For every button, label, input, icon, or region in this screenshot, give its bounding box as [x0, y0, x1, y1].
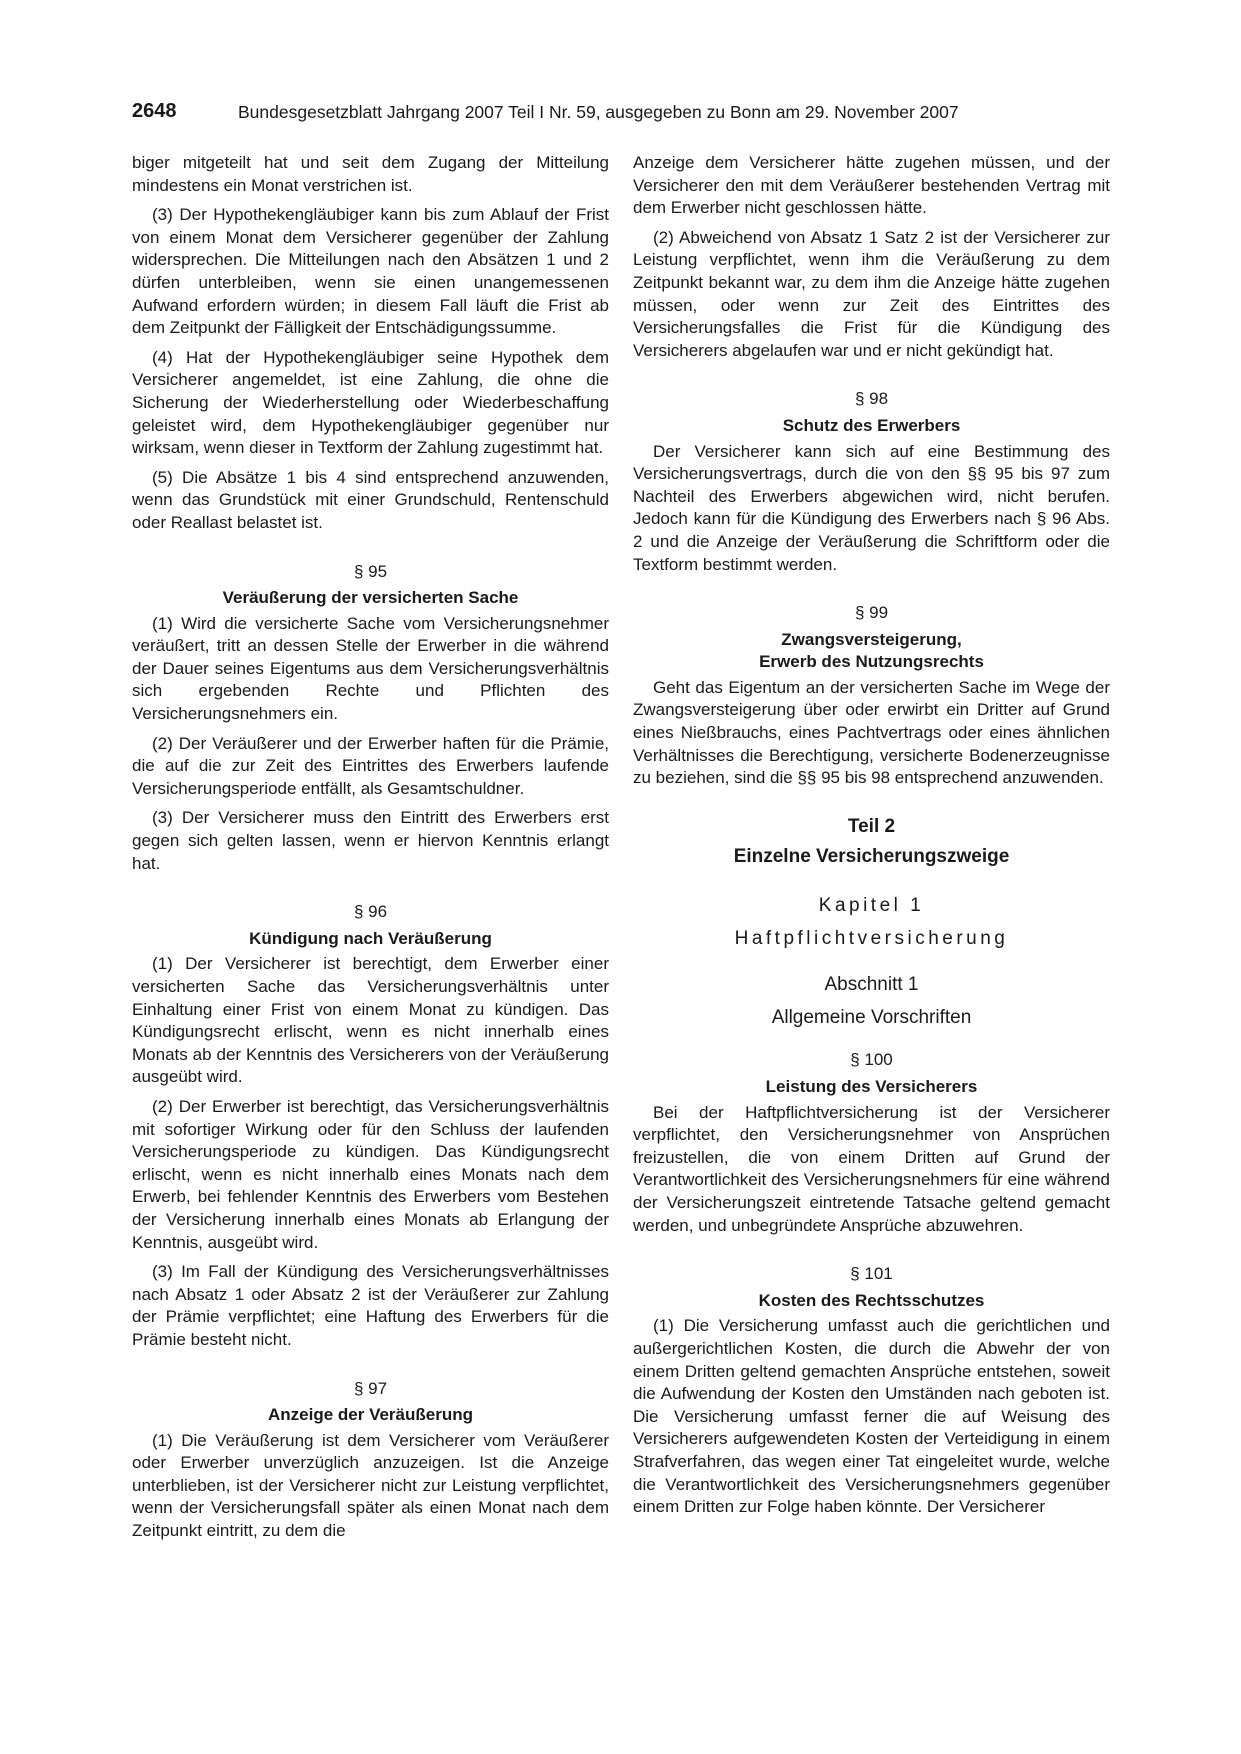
section-number-100: § 100 — [850, 1050, 893, 1070]
paragraph: (3) Im Fall der Kündigung des Versicherungsverhältnisses nach Absatz 1 oder Absatz 2 ist der Veräußerer zur Zahlung der Prämie verpflichtet; eine Haftung des Erwerbers für die Prämie besteht nicht. — [132, 1262, 609, 1349]
header-title: Bundesgesetzblatt Jahrgang 2007 Teil I Nr. 59, ausgegeben zu Bonn am 29. November 2007 — [238, 102, 959, 122]
paragraph: (5) Die Absätze 1 bis 4 sind entsprechend anzuwenden, wenn das Grundstück mit einer Grundschuld, Rentenschuld oder Reallast belastet ist. — [132, 467, 609, 532]
section-number-97: § 97 — [353, 1378, 388, 1398]
paragraph: (3) Der Hypothekengläubiger kann bis zum Ablauf der Frist von einem Monat dem Versicherer gegenüber der Zahlung widersprechen. Die Mitteilungen nach den Absätzen 1 und 2 dürfen unterbleiben, wenn sie einen unangemessenen Aufwand erfordern würden; in diesem Fall läuft die Frist ab dem Zeitpunkt der Fälligkeit der Entschädigungssumme. — [132, 205, 609, 338]
paragraph: (4) Hat der Hypothekengläubiger seine Hypothek dem Versicherer angemeldet, ist eine Zahlung, die ohne die Sicherung der Wiederherstellung oder Wiederbeschaffung geleistet wird, dem Hypothekengläubiger gegenüber nur wirksam, wenn dieser in Textform der Zahlung zugestimmt hat. — [132, 347, 609, 458]
subdivision-title: Allgemeine Vorschriften — [771, 1006, 972, 1028]
section-title-101: Kosten des Rechtsschutzes — [758, 1290, 985, 1310]
section-number-99: § 99 — [854, 603, 889, 623]
paragraph: (3) Der Versicherer muss den Eintritt des Erwerbers erst gegen sich gelten lassen, wenn er hiervon Kenntnis erlangt hat. — [132, 808, 609, 873]
paragraph: (1) Der Versicherer ist berechtigt, dem Erwerber einer versicherten Sache das Versicherungsverhältnis unter Einhaltung einer Frist von einem Monat zu kündigen. Das Kündigungsrecht erlischt, wenn es nicht innerhalb eines Monats ab der Kenntnis des Versicherers von der Veräußerung ausgeübt wird. — [132, 954, 609, 1087]
paragraph: (2) Der Erwerber ist berechtigt, das Versicherungsverhältnis mit sofortiger Wirkung oder für den Schluss der laufenden Versicherungsperiode zu kündigen. Das Kündigungsrecht erlischt, wenn es nicht innerhalb eines Monats nach dem Erwerb, bei fehlender Kenntnis des Erwerbers vom Bestehen der Versicherung innerhalb eines Monats ab Erlangung der Kenntnis, ausgeübt wird. — [132, 1096, 609, 1252]
page-number: 2648 — [132, 100, 177, 122]
paragraph: Bei der Haftpflichtversicherung ist der Versicherer verpflichtet, den Versicherungsnehmer von Ansprüchen freizustellen, die von einem Dritten auf Grund der Verantwortlichkeit des Versicherungsnehmers für eine während der Versicherungszeit eintretende Tatsache geltend gemacht werden, und unbegründete Ansprüche abzuwehren. — [633, 1102, 1110, 1235]
section-title-99-line2: Erwerb des Nutzungsrechts — [759, 652, 984, 672]
part-title: Einzelne Versicherungszweige — [733, 846, 1010, 868]
section-title-99-line1: Zwangsversteigerung, — [781, 629, 962, 649]
section-title-95: Veräußerung der versicherten Sache — [222, 588, 519, 608]
right-column — [633, 152, 1110, 1526]
section-title-97: Anzeige der Veräußerung — [268, 1405, 473, 1425]
section-number-98: § 98 — [854, 389, 889, 409]
paragraph: (1) Die Versicherung umfasst auch die gerichtlichen und außergerichtlichen Kosten, die durch die Abwehr der von einem Dritten geltend gemachten Ansprüche entstehen, soweit die Aufwendung der Kosten den Umständen nach geboten ist. Die Versicherung umfasst ferner die auf Weisung des Versicherers aufgewendeten Kosten der Verteidigung in einem Strafverfahren, das wegen einer Tat eingeleitet wurde, welche die Verantwortlichkeit des Versicherungsnehmers gegenüber einem Dritten zur Folge haben könnte. Der Versicherer — [633, 1316, 1110, 1517]
subdivision-number: Abschnitt 1 — [824, 974, 919, 996]
page-header — [132, 100, 1112, 130]
paragraph: Der Versicherer kann sich auf eine Bestimmung des Versicherungsvertrags, durch die von den §§ 95 bis 97 zum Nachteil des Erwerbers abgewichen wird, nicht berufen. Jedoch kann für die Kündigung des Erwerbers nach § 96 Abs. 2 und die Anzeige der Veräußerung die Schriftform oder die Textform bestimmt werden. — [633, 441, 1110, 574]
section-number-96: § 96 — [353, 902, 388, 922]
section-number-101: § 101 — [850, 1264, 893, 1284]
chapter-number: Kapitel 1 — [818, 895, 925, 917]
paragraph: Geht das Eigentum an der versicherten Sache im Wege der Zwangsversteigerung über oder erwirbt ein Dritter auf Grund eines Nießbrauchs, eines Pachtvertrags oder eines ähnlichen Verhältnisses die Berechtigung, versicherte Bodenerzeugnisse zu beziehen, sind die §§ 95 bis 98 entsprechend anzuwenden. — [633, 677, 1110, 788]
section-title-100: Leistung des Versicherers — [765, 1077, 978, 1096]
paragraph: (2) Abweichend von Absatz 1 Satz 2 ist der Versicherer zur Leistung verpflichtet, wenn ihm die Veräußerung zu dem Zeitpunkt bekannt war, zu dem ihm die Anzeige hätte zugehen müssen, oder wenn zur Zeit des Eintrittes des Versicherungsfalles die Frist für die Kündigung des Versicherers abgelaufen war und er nicht gekündigt hat. — [633, 227, 1110, 360]
section-number-95: § 95 — [353, 561, 388, 581]
paragraph: biger mitgeteilt hat und seit dem Zugang der Mitteilung mindestens ein Monat verstrichen ist. — [132, 153, 609, 195]
paragraph: Anzeige dem Versicherer hätte zugehen müssen, und der Versicherer den mit dem Veräußerer bestehenden Vertrag mit dem Erwerber nicht geschlossen hätte. — [633, 153, 1110, 218]
chapter-title: Haftpflichtversicherung — [734, 927, 1009, 949]
paragraph: (1) Wird die versicherte Sache vom Versicherungsnehmer veräußert, tritt an dessen Stelle der Erwerber in die während der Dauer seines Eigentums aus dem Versicherungsverhältnis sich ergebenden Rechte und Pflichten des Versicherungsnehmers ein. — [132, 613, 609, 724]
section-title-96: Kündigung nach Veräußerung — [249, 928, 492, 948]
part-number: Teil 2 — [847, 815, 896, 837]
section-title-98: Schutz des Erwerbers — [782, 415, 961, 435]
paragraph: (2) Der Veräußerer und der Erwerber haften für die Prämie, die auf die zur Zeit des Eintrittes des Erwerbers laufende Versicherungsperiode entfällt, als Gesamtschuldner. — [132, 733, 609, 798]
paragraph: (1) Die Veräußerung ist dem Versicherer vom Veräußerer oder Erwerber unverzüglich anzuzeigen. Ist die Anzeige unterblieben, ist der Versicherer nicht zur Leistung verpflichtet, wenn der Versicherungsfall später als einen Monat nach dem Zeitpunkt eintritt, zu dem die — [132, 1430, 609, 1541]
left-column — [132, 152, 609, 1550]
